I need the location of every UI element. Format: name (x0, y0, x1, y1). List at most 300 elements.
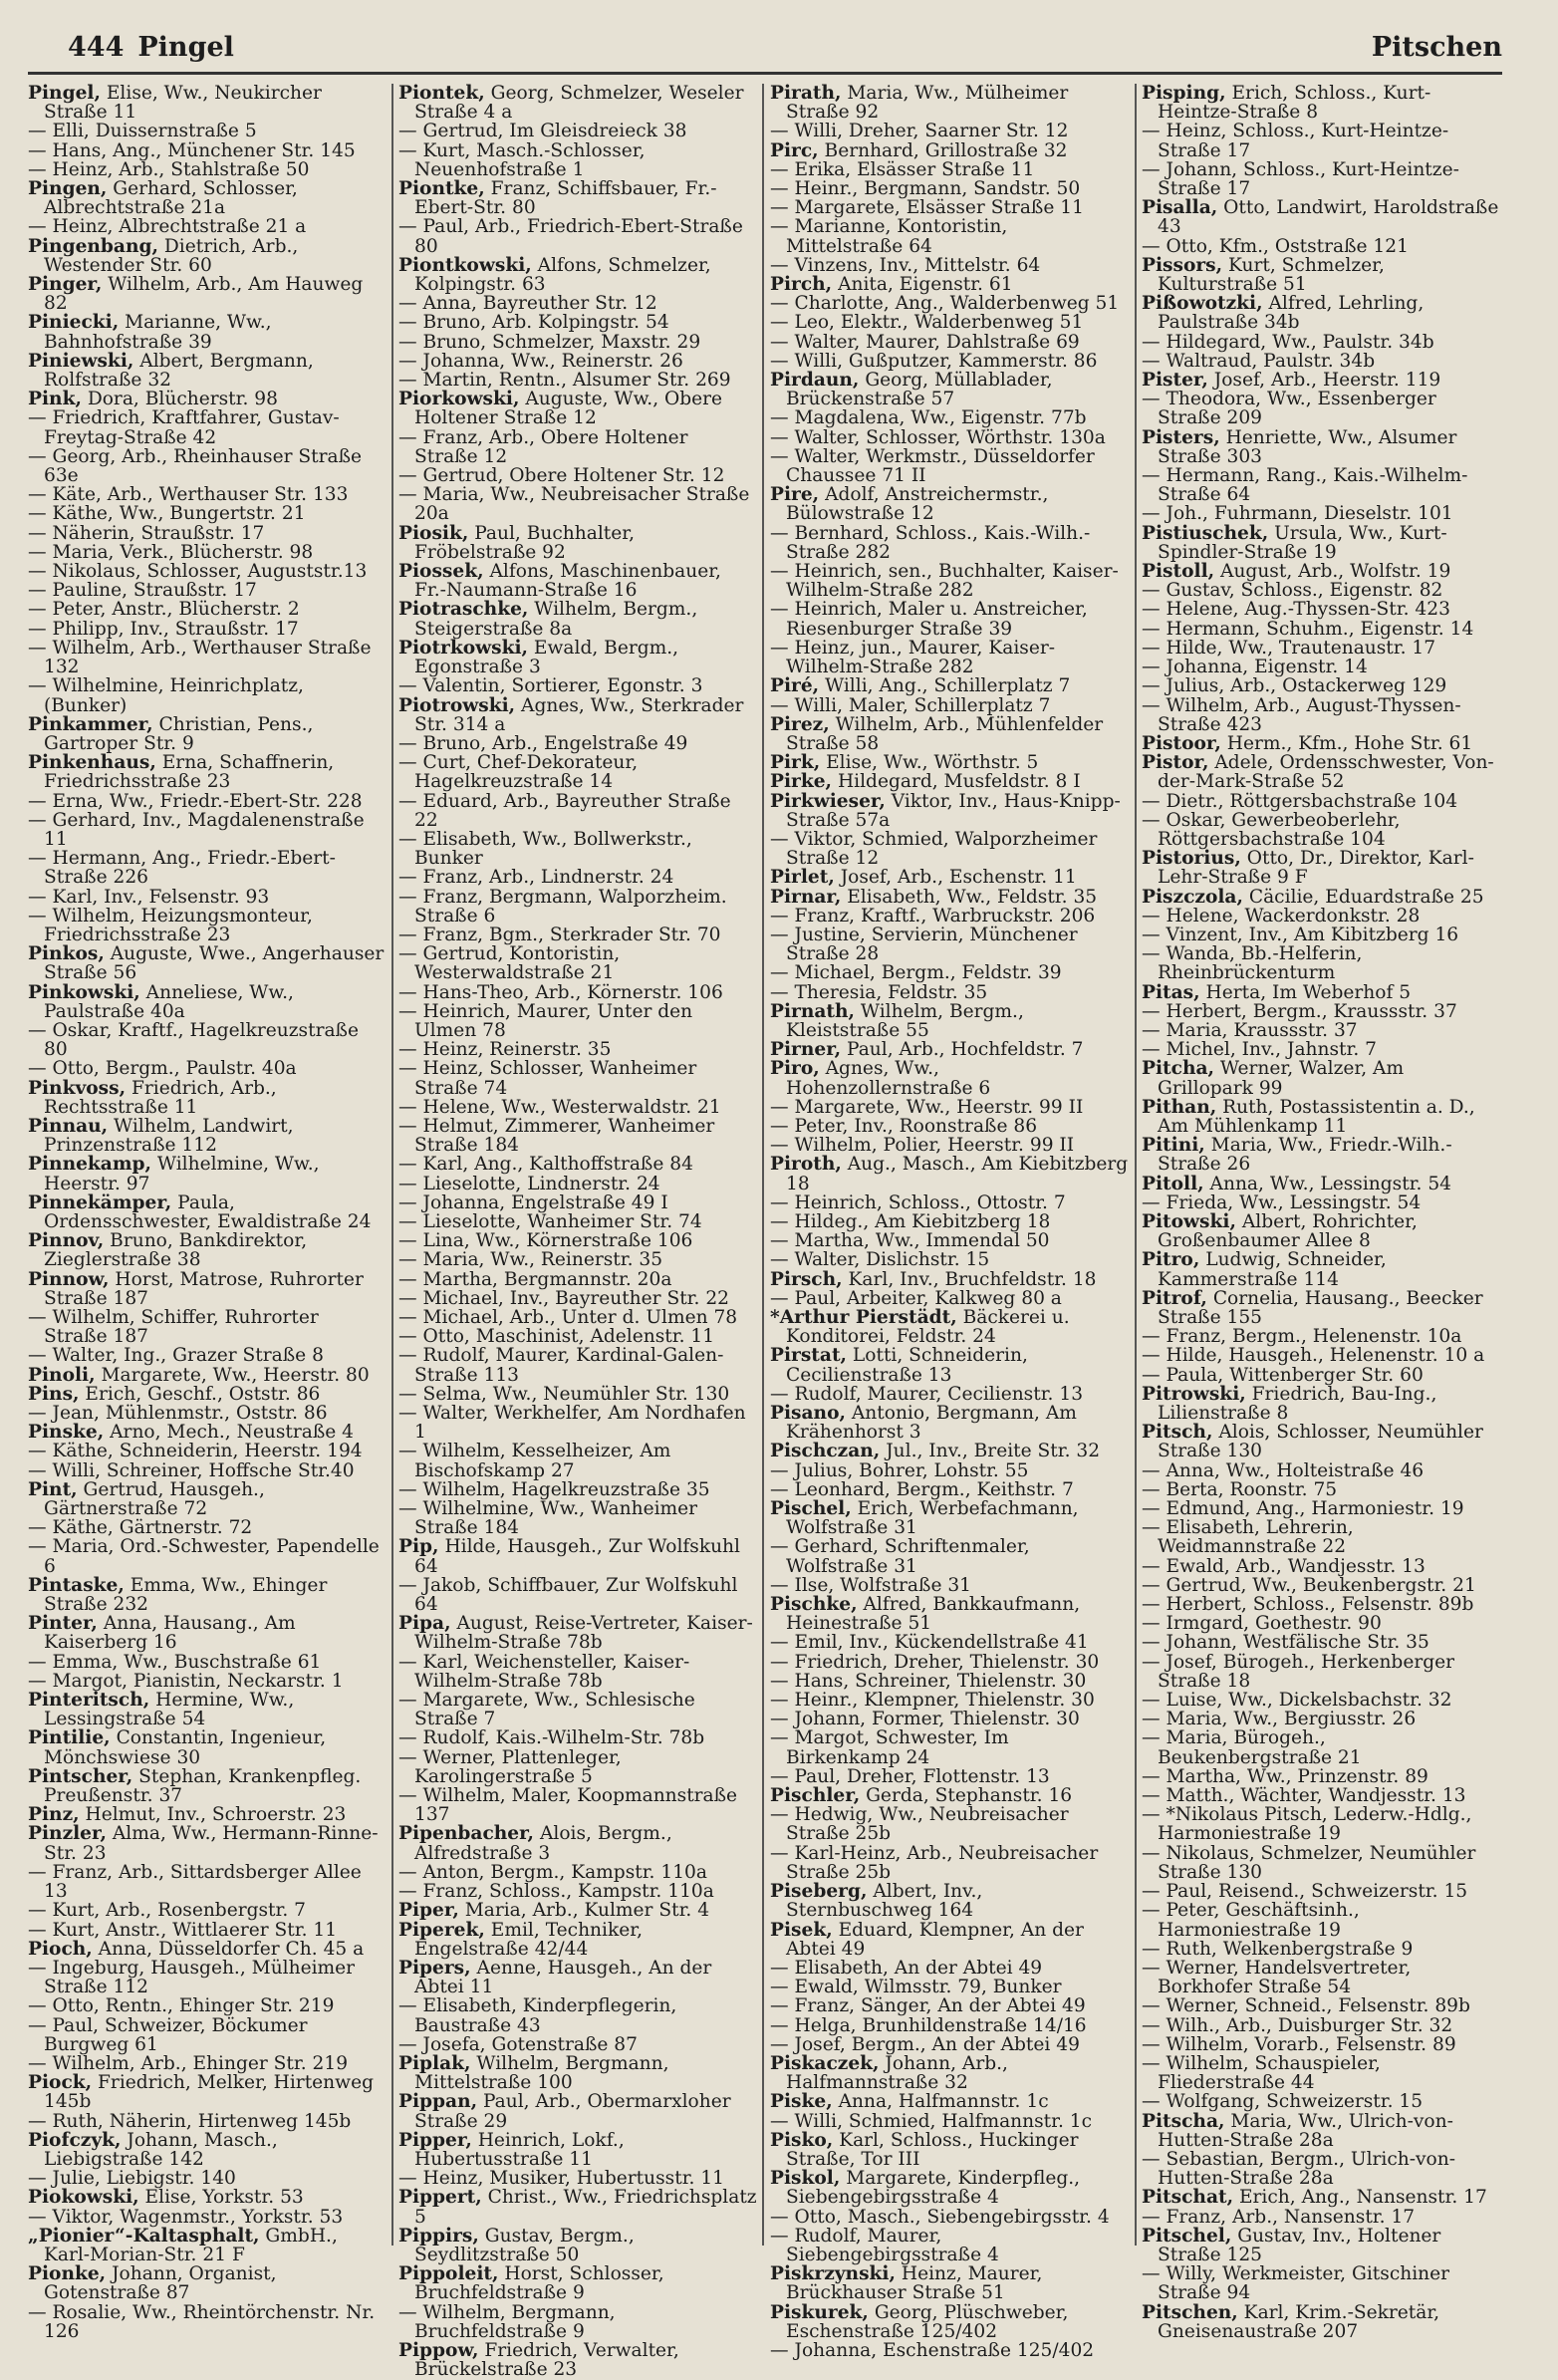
entry-details: — Walter, Ing., Grazer Straße 8 (28, 1345, 324, 1367)
entry-details: Elise, Yorkstr. 53 (138, 2187, 304, 2209)
entry-surname: Piskaczek, (770, 2052, 880, 2074)
directory-entry (1142, 2208, 1500, 2227)
directory-entry (28, 1423, 387, 1442)
directory-entry (28, 408, 387, 446)
entry-details: Alfons, Schmelzer, Kolpingstr. 63 (414, 254, 711, 296)
entry-details: Wilhelm, Landwirt, Prinzenstraße 112 (44, 1115, 294, 1157)
directory-entry (28, 1366, 387, 1385)
directory-entry (28, 2264, 387, 2302)
entry-surname: Piske, (770, 2091, 833, 2113)
column-divider (762, 84, 764, 2246)
entry-details: — Otto, Bergm., Paulstr. 40a (28, 1058, 297, 1080)
directory-entry (28, 1672, 387, 1691)
directory-entry (770, 1537, 1129, 1575)
directory-entry (1142, 198, 1500, 236)
directory-entry (28, 122, 387, 140)
column-4 (1142, 83, 1500, 2342)
entry-details: Auguste, Wwe., Angerhauser Straße 56 (44, 943, 385, 984)
entry-details: — Franz, Sänger, An der Abtei 49 (770, 1995, 1086, 2017)
directory-entry (770, 428, 1129, 447)
directory-entry (398, 1404, 757, 1442)
entry-details: — Maria, Ww., Neubreisacher Straße 20a (398, 484, 750, 525)
entry-details: — Irmgard, Goethestr. 90 (1142, 1613, 1382, 1635)
entry-surname: Pinnau, (28, 1115, 109, 1137)
entry-details: — Gerhard, Inv., Magdalenenstraße 11 (28, 809, 365, 850)
entry-surname: Piontke, (398, 178, 485, 200)
entry-details: Gerhard, Schlosser, Albrechtstraße 21a (44, 178, 298, 219)
directory-entry (770, 2227, 1129, 2264)
directory-entry (1142, 1633, 1500, 1652)
directory-entry (1142, 1959, 1500, 1996)
entry-details: — Dietr., Röttgersbachstraße 104 (1142, 790, 1458, 812)
entry-details: — Elli, Duissernstraße 5 (28, 121, 257, 142)
directory-entry (28, 2073, 387, 2111)
entry-details: Bruno, Bankdirektor, Zieglerstraße 38 (44, 1230, 308, 1271)
entry-details: — Elisabeth, Kinderpflegerin, Baustraße 43 (398, 1995, 677, 2036)
directory-entry (770, 256, 1129, 275)
directory-entry (1142, 1557, 1500, 1576)
entry-details: Stephan, Krankenpfleg. Preußenstr. 37 (44, 1765, 362, 1807)
entry-surname: Pinzler, (28, 1823, 107, 1845)
directory-entry (770, 562, 1129, 600)
directory-entry (28, 1117, 387, 1155)
directory-entry (28, 676, 387, 714)
directory-entry (398, 639, 757, 676)
entry-details: Adele, Ordensschwester, Von-der-Mark-Straße 52 (1158, 752, 1494, 793)
entry-surname: Pitschat, (1142, 2187, 1234, 2209)
entry-details: Erich, Werbefachmann, Wolfstraße 31 (786, 1498, 1079, 1539)
entry-surname: Piskol, (770, 2168, 841, 2190)
entry-details: — Helene, Ww., Westerwaldstr. 21 (398, 1096, 721, 1118)
directory-entry (398, 676, 757, 695)
directory-entry (398, 696, 757, 734)
entry-details: — Julius, Arb., Ostackerweg 129 (1142, 675, 1447, 697)
entry-surname: Pinkvoss, (28, 1077, 127, 1099)
entry-details: Maria, Arb., Kulmer Str. 4 (458, 1900, 710, 1922)
directory-entry (1142, 1327, 1500, 1346)
entry-details: — Franz, Arb., Lindnerstr. 24 (398, 867, 674, 889)
entry-surname: Pioch, (28, 1938, 93, 1960)
directory-entry (28, 907, 387, 944)
entry-details: — Julie, Liebigstr. 140 (28, 2168, 236, 2190)
entry-details: — Wolfgang, Schweizerstr. 15 (1142, 2091, 1424, 2113)
directory-entry (28, 639, 387, 676)
entry-details: August, Arb., Wolfstr. 19 (1214, 561, 1451, 583)
directory-entry (28, 715, 387, 753)
entry-details: Horst, Matrose, Ruhrorter Straße 187 (44, 1268, 364, 1309)
entry-details: Viktor, Inv., Haus-Knipp-Straße 57a (786, 790, 1121, 831)
directory-entry (770, 1117, 1129, 1136)
entry-details: — Rudolf, Kais.-Wilhelm-Str. 78b (398, 1727, 705, 1749)
entry-details: — Bruno, Arb., Engelstraße 49 (398, 732, 688, 754)
entry-details: — Josef, Bergm., An der Abtei 49 (770, 2033, 1080, 2055)
entry-details: Aenne, Hausgeh., An der Abtei 11 (414, 1957, 712, 1998)
directory-entry (28, 1805, 387, 1824)
entry-details: — Hans, Schreiner, Thielenstr. 30 (770, 1670, 1087, 1692)
entry-surname: Pinz, (28, 1804, 80, 1826)
directory-entry (398, 1499, 757, 1537)
directory-entry (1142, 2016, 1500, 2035)
directory-entry (770, 2092, 1129, 2111)
directory-entry (770, 1193, 1129, 1212)
directory-entry (398, 294, 757, 313)
entry-details: Gertrud, Hausgeh., Gärtnerstraße 72 (44, 1478, 265, 1520)
entry-surname: Piossek, (398, 561, 484, 583)
directory-entry (398, 1614, 757, 1652)
entry-details: — Michael, Inv., Bayreuther Str. 22 (398, 1287, 729, 1309)
entry-surname: Pintaske, (28, 1574, 125, 1596)
directory-entry (1142, 1250, 1500, 1288)
directory-entry (398, 1002, 757, 1040)
directory-entry (1142, 390, 1500, 427)
directory-entry (1142, 1595, 1500, 1614)
entry-details: — Heinz, jun., Maurer, Kaiser-Wilhelm-Straße 282 (770, 637, 1056, 678)
directory-entry (398, 2264, 757, 2302)
entry-surname: Pitcha, (1142, 1058, 1214, 1080)
entry-details: — Walter, Schlosser, Wörthstr. 130a (770, 426, 1106, 448)
directory-entry (398, 256, 757, 294)
entry-details: Wilhelm, Arb., Am Hauweg 82 (44, 274, 364, 315)
entry-surname: Piroth, (770, 1154, 842, 1176)
entry-details: — Walter, Dislichstr. 15 (770, 1249, 990, 1271)
entry-details: Otto, Dr., Direktor, Karl-Lehr-Straße 9 F (1158, 848, 1474, 889)
entry-details: — Käte, Arb., Werthauser Str. 133 (28, 484, 349, 506)
entry-details: — Johanna, Eschenstraße 125/402 (770, 2339, 1095, 2361)
entry-details: — Vinzent, Inv., Am Kibitzberg 16 (1142, 924, 1459, 945)
entry-details: — Gertrud, Kontoristin, Westerwaldstraße 21 (398, 943, 621, 984)
directory-entry (398, 1959, 757, 1996)
entry-details: — Frieda, Ww., Lessingstr. 54 (1142, 1191, 1422, 1213)
directory-entry (28, 2169, 387, 2188)
directory-entry (1142, 1691, 1500, 1710)
directory-entry (1142, 1423, 1500, 1460)
directory-entry (28, 1921, 387, 1940)
directory-entry (1142, 1175, 1500, 1193)
entry-details: Georg, Plüschweber, Eschenstraße 125/402 (786, 2301, 1069, 2342)
entry-details: — Willi, Dreher, Saarner Str. 12 (770, 121, 1069, 142)
directory-entry (770, 753, 1129, 772)
entry-surname: Pipers, (398, 1957, 471, 1979)
directory-entry (1142, 620, 1500, 639)
directory-entry (28, 237, 387, 275)
entry-details: — Margarete, Elsässer Straße 11 (770, 197, 1084, 219)
entry-surname: Piokowski, (28, 2187, 139, 2209)
entry-surname: Pitrowski, (1142, 1383, 1246, 1405)
directory-entry (770, 600, 1129, 638)
directory-entry (770, 294, 1129, 313)
directory-entry (1142, 1002, 1500, 1021)
directory-entry (1142, 600, 1500, 619)
directory-entry (1142, 658, 1500, 676)
entry-details: — Gertrud, Im Gleisdreieck 38 (398, 121, 687, 142)
entry-details: Karl, Schloss., Huckinger Straße, Tor III (786, 2129, 1079, 2170)
directory-entry (28, 1959, 387, 1996)
entry-details: Bernhard, Grillostraße 32 (818, 139, 1068, 161)
entry-details: Johann, Arb., Halfmannstraße 32 (786, 2052, 1008, 2094)
directory-entry (398, 217, 757, 255)
entry-surname: Pisters, (1142, 426, 1220, 448)
entry-details: Henriette, Ww., Alsumer Straße 303 (1158, 426, 1457, 467)
directory-entry (398, 868, 757, 887)
entry-details: Christian, Pens., Gartroper Str. 9 (44, 713, 314, 754)
directory-entry (1142, 944, 1500, 982)
entry-details: — Josefa, Gotenstraße 87 (398, 2033, 638, 2055)
directory-entry (28, 1576, 387, 1614)
directory-entry (770, 2016, 1129, 2035)
directory-entry (1142, 1212, 1500, 1250)
header-first-entry: Pingel (137, 32, 234, 63)
directory-entry (398, 2092, 757, 2130)
directory-entry (1142, 1653, 1500, 1691)
entry-details: — Leonhard, Bergm., Keithstr. 7 (770, 1478, 1074, 1500)
directory-entry (770, 1767, 1129, 1786)
entry-details: Alois, Schlosser, Neumühler Straße 130 (1158, 1422, 1483, 1462)
directory-entry (28, 581, 387, 600)
directory-entry (398, 1576, 757, 1614)
directory-entry (398, 1653, 757, 1691)
entry-surname: Piock, (28, 2072, 93, 2094)
entry-details: — Werner, Plattenleger, Karolingerstraße 5 (398, 1746, 622, 1787)
entry-details: — Wanda, Bb.-Helferin, Rheinbrückenturm (1142, 943, 1363, 984)
directory-entry (28, 1767, 387, 1805)
entry-details: Friedrich, Verwalter, Brückelstraße 23 (414, 2339, 679, 2380)
directory-entry (770, 1576, 1129, 1595)
entry-details: Maria, Ww., Friedr.-Wilh.-Straße 26 (1158, 1135, 1452, 1176)
directory-entry (28, 1480, 387, 1518)
entry-details: — Helene, Aug.-Thyssen-Str. 423 (1142, 599, 1450, 621)
entry-details: Gerda, Stephanstr. 16 (860, 1785, 1073, 1807)
entry-details: — Margarete, Ww., Schlesische Straße 7 (398, 1690, 695, 1730)
entry-details: — Karl, Ang., Kalthoffstraße 84 (398, 1154, 693, 1176)
entry-details: Erich, Ang., Nansenstr. 17 (1233, 2187, 1487, 2209)
entry-details: Friedrich, Melker, Hirtenweg 145b (44, 2072, 374, 2113)
directory-entry (28, 1863, 387, 1901)
entry-surname: Piszczola, (1142, 886, 1243, 908)
entry-details: — Erika, Elsässer Straße 11 (770, 158, 1035, 180)
entry-details: — Erna, Ww., Friedr.-Ebert-Str. 228 (28, 790, 363, 812)
entry-details: — Heinz, Reinerstr. 35 (398, 1039, 612, 1061)
entry-details: — Hilde, Ww., Trautenaustr. 17 (1142, 637, 1436, 659)
directory-entry (398, 390, 757, 427)
directory-entry (398, 1308, 757, 1327)
entry-surname: Pippert, (398, 2187, 482, 2209)
entry-surname: Pinkowski, (28, 981, 140, 1003)
entry-details: Erna, Schaffnerin, Friedrichsstraße 23 (44, 752, 335, 793)
directory-entry (1142, 1289, 1500, 1327)
directory-entry (398, 313, 757, 332)
entry-surname: Pintscher, (28, 1765, 133, 1787)
entry-details: — Michel, Inv., Jahnstr. 7 (1142, 1039, 1377, 1061)
directory-entry (398, 1155, 757, 1174)
entry-details: — Oskar, Kraftf., Hagelkreuzstraße 80 (28, 1019, 359, 1061)
entry-surname: Pinkammer, (28, 713, 153, 735)
directory-entry (1142, 849, 1500, 887)
entry-details: Albert, Inv., Sternbuschweg 164 (786, 1881, 983, 1922)
entry-details: Auguste, Ww., Obere Holtener Straße 12 (414, 389, 723, 429)
entry-surname: Pitoll, (1142, 1173, 1204, 1194)
entry-details: — Johanna, Engelstraße 49 I (398, 1191, 668, 1213)
directory-entry (1142, 1136, 1500, 1174)
entry-surname: Pisek, (770, 1919, 833, 1941)
directory-entry (28, 620, 387, 639)
entry-details: Paul, Arb., Hochfeldstr. 7 (841, 1039, 1084, 1061)
entry-details: — Hilde, Hausgeh., Helenenstr. 10 a (1142, 1345, 1485, 1367)
entry-surname: Piseberg, (770, 1881, 868, 1903)
entry-details: — Ingeburg, Hausgeh., Mülheimer Straße 112 (28, 1957, 356, 1998)
entry-details: — Theresia, Feldstr. 35 (770, 981, 988, 1003)
entry-details: — Martin, Rentn., Alsumer Str. 269 (398, 370, 731, 392)
directory-entry (28, 390, 387, 408)
directory-entry (398, 888, 757, 926)
column-1 (28, 83, 387, 2342)
entry-surname: Pirdaun, (770, 370, 860, 392)
entry-details: — Franz, Arb., Obere Holtener Straße 12 (398, 426, 688, 467)
entry-details: — Viktor, Wagenmstr., Yorkstr. 53 (28, 2206, 344, 2228)
entry-details: — Johanna, Ww., Reinerstr. 26 (398, 350, 683, 372)
entry-details: — Paul, Arb., Friedrich-Ebert-Straße 80 (398, 216, 743, 257)
entry-surname: Pischel, (770, 1498, 852, 1520)
entry-details: Anneliese, Ww., Paulstraße 40a (44, 981, 294, 1022)
directory-entry (770, 2035, 1129, 2054)
entry-surname: Pins, (28, 1383, 80, 1405)
directory-entry (770, 1672, 1129, 1691)
entry-surname: Pippow, (398, 2339, 479, 2361)
directory-entry (1142, 294, 1500, 332)
directory-entry (398, 466, 757, 485)
entry-details: — Margarete, Ww., Heerstr. 99 II (770, 1096, 1084, 1118)
entry-details: — Martha, Ww., Immendal 50 (770, 1230, 1050, 1252)
entry-surname: Pitschel, (1142, 2225, 1232, 2247)
directory-entry (28, 1442, 387, 1460)
entry-details: — Lina, Ww., Körnerstraße 106 (398, 1230, 693, 1252)
entry-details: Herta, Im Weberhof 5 (1199, 981, 1412, 1003)
entry-details: — Ewald, Wilmsstr. 79, Bunker (770, 1977, 1062, 1998)
entry-surname: Pitro, (1142, 1249, 1200, 1271)
directory-entry (1142, 1576, 1500, 1595)
directory-entry (1142, 371, 1500, 390)
entry-details: Wilhelm, Bergm., Kleiststraße 55 (786, 1000, 1024, 1041)
entry-surname: Piskurek, (770, 2301, 869, 2323)
entry-details: — Ruth, Welkenbergstraße 9 (1142, 1938, 1414, 1960)
directory-entry (770, 1404, 1129, 1442)
directory-entry (28, 1155, 387, 1192)
entry-surname: Pippan, (398, 2091, 478, 2113)
entry-details: — Helga, Brunhildenstraße 14/16 (770, 2014, 1087, 2036)
directory-entry (398, 792, 757, 830)
directory-entry (398, 1921, 757, 1959)
entry-details: — Herbert, Bergm., Kraussstr. 37 (1142, 1000, 1457, 1022)
entry-surname: Pischczan, (770, 1441, 881, 1462)
entry-details: — Ilse, Wolfstraße 31 (770, 1574, 972, 1596)
entry-details: Jul., Inv., Breite Str. 32 (880, 1441, 1101, 1462)
entry-details: Hildegard, Musfeldstr. 8 I (832, 771, 1081, 793)
entry-details: — Paul, Dreher, Flottenstr. 13 (770, 1765, 1050, 1787)
directory-entry (770, 2264, 1129, 2302)
entry-surname: Pinske, (28, 1422, 105, 1444)
directory-entry (770, 1250, 1129, 1269)
entry-details: — Hermann, Ang., Friedr.-Ebert-Straße 226 (28, 848, 336, 889)
entry-details: — Jakob, Schiffbauer, Zur Wolfskuhl 64 (398, 1574, 738, 1616)
entry-details: Ludwig, Schneider, Kammerstraße 114 (1158, 1249, 1387, 1290)
entry-details: — Paul, Schweizer, Böckumer Burgweg 61 (28, 2014, 308, 2055)
entry-details: — Paul, Reisend., Schweizerstr. 15 (1142, 1881, 1468, 1903)
entry-details: Emil, Techniker, Engelstraße 42/44 (414, 1919, 643, 1960)
directory-entry (1142, 2227, 1500, 2264)
entry-details: — Edmund, Ang., Harmoniestr. 19 (1142, 1498, 1464, 1520)
entry-surname: Pirlet, (770, 867, 835, 889)
entry-surname: Pint, (28, 1478, 78, 1500)
directory-entry (28, 1079, 387, 1117)
entry-details: — Ewald, Arb., Wandjesstr. 13 (1142, 1555, 1426, 1577)
directory-entry (1142, 2188, 1500, 2207)
entry-surname: Pistiuschek, (1142, 522, 1269, 544)
entry-surname: Pintilie, (28, 1727, 111, 1749)
entry-details: — Luise, Ww., Dickelsbachstr. 32 (1142, 1690, 1452, 1712)
entry-details: Georg, Schmelzer, Weseler Straße 4 a (414, 83, 744, 124)
entry-details: — Otto, Maschinist, Adelenstr. 11 (398, 1326, 715, 1348)
entry-details: Agnes, Ww., Sterkrader Str. 314 a (414, 694, 744, 735)
entry-details: Hermine, Ww., Lessingstraße 54 (44, 1690, 295, 1730)
directory-entry (770, 1882, 1129, 1920)
entry-details: — Margot, Schwester, Im Birkenkamp 24 (770, 1727, 1009, 1768)
directory-entry (770, 639, 1129, 676)
entry-details: — Leo, Elektr., Walderbenweg 51 (770, 312, 1084, 334)
directory-entry (1142, 2112, 1500, 2150)
directory-entry (28, 1021, 387, 1059)
entry-surname: Pinger, (28, 274, 103, 296)
entry-details: — Rudolf, Maurer, Siebengebirgsstraße 4 (770, 2225, 999, 2265)
entry-details: — Maria, Ww., Reinerstr. 35 (398, 1249, 663, 1271)
directory-entry (28, 217, 387, 236)
directory-entry (398, 2227, 757, 2264)
entry-details: — Willi, Schreiner, Hoffsche Str.40 (28, 1459, 355, 1481)
directory-entry (28, 543, 387, 562)
entry-details: Antonio, Bergmann, Am Krähenhorst 3 (786, 1403, 1077, 1444)
directory-entry (28, 447, 387, 485)
entry-details: Maria, Ww., Mülheimer Straße 92 (786, 83, 1069, 124)
directory-entry (1142, 1346, 1500, 1365)
entry-details: — Werner, Schneid., Felsenstr. 89b (1142, 1995, 1470, 2017)
directory-entry (28, 888, 387, 907)
page-number: 444 (68, 32, 125, 63)
entry-surname: Piotraschke, (398, 599, 529, 621)
entry-details: — Margot, Pianistin, Neckarstr. 1 (28, 1670, 344, 1692)
directory-entry (398, 1442, 757, 1479)
directory-entry (1142, 1614, 1500, 1633)
directory-entry (398, 1385, 757, 1404)
entry-details: — Elisabeth, Ww., Bollwerkstr., Bunker (398, 828, 692, 870)
entry-surname: Piniewski, (28, 350, 134, 372)
directory-entry (1142, 1040, 1500, 1059)
directory-entry (770, 2054, 1129, 2092)
directory-entry (28, 1231, 387, 1269)
entry-details: — Franz, Arb., Sittardsberger Allee 13 (28, 1861, 362, 1903)
directory-entry (28, 1193, 387, 1231)
entry-details: — Gertrud, Ww., Beukenbergstr. 21 (1142, 1574, 1476, 1596)
entry-details: Ursula, Ww., Kurt-Spindler-Straße 19 (1158, 522, 1447, 563)
entry-surname: Pitowski, (1142, 1210, 1236, 1232)
entry-surname: Pinoli, (28, 1364, 96, 1386)
directory-entry (1142, 428, 1500, 466)
directory-entry (1142, 333, 1500, 352)
entry-details: — Waltraud, Paulstr. 34b (1142, 350, 1376, 372)
directory-entry (770, 179, 1129, 198)
entry-details: — Wilhelm, Polier, Heerstr. 99 II (770, 1135, 1075, 1157)
directory-entry (1142, 504, 1500, 523)
directory-entry (1142, 696, 1500, 734)
directory-entry (1142, 1480, 1500, 1499)
directory-entry (398, 179, 757, 217)
